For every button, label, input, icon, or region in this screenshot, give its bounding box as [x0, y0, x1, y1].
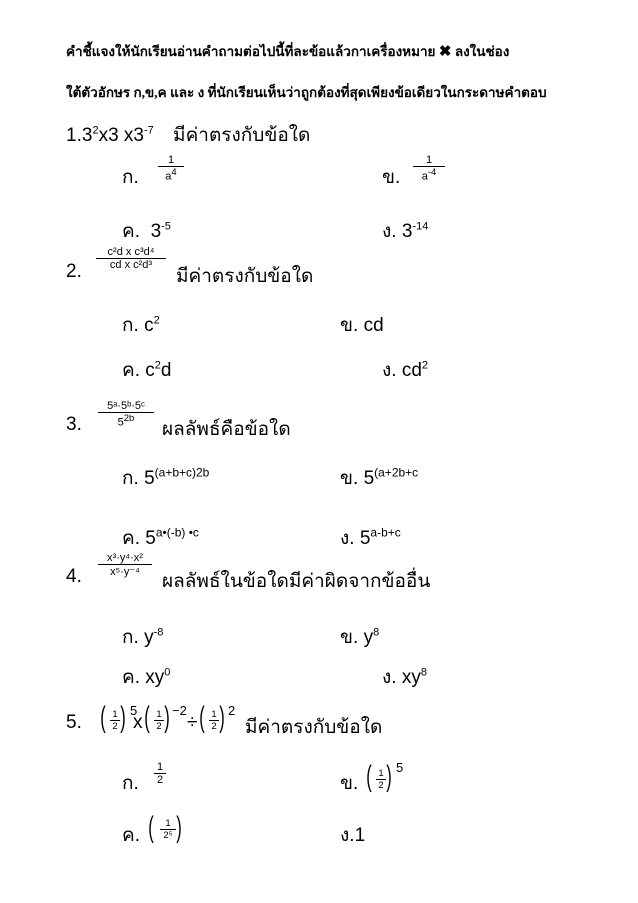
- q1-option-a-label[interactable]: ก.: [122, 167, 139, 188]
- right-paren: ): [164, 701, 170, 734]
- question-2-number: 2.: [66, 261, 82, 282]
- option-base: c: [144, 315, 154, 336]
- q3-option-b[interactable]: [340, 463, 418, 493]
- denominator: 2: [112, 721, 118, 732]
- q1-mid: x3 x3: [98, 125, 144, 146]
- option-exp: (a+b+c)2b: [154, 465, 210, 480]
- x-mark-icon: ✖: [438, 44, 452, 60]
- option-base: 3: [401, 221, 413, 242]
- den-exp: -4: [427, 167, 437, 178]
- option-base: y: [363, 627, 374, 648]
- q2-option-c[interactable]: [122, 355, 171, 385]
- option-base: 5: [144, 468, 155, 489]
- option-label: ข.: [340, 315, 359, 336]
- denominator: 2: [156, 721, 162, 732]
- q4-option-d[interactable]: [382, 662, 427, 692]
- q5-exp1: 5: [130, 703, 138, 718]
- question-prompt: มีค่าตรงกับข้อใด: [173, 125, 311, 146]
- option-exp: -8: [153, 626, 164, 639]
- q1-option-b-label[interactable]: ข.: [382, 167, 401, 188]
- question-number: 1.: [66, 125, 82, 146]
- option-label: ก.: [122, 468, 139, 489]
- q4-option-b[interactable]: [340, 622, 379, 652]
- option-label: ค.: [122, 667, 140, 688]
- option-base: xy: [145, 667, 165, 688]
- q2-option-d[interactable]: [382, 355, 428, 385]
- numerator: 1: [167, 154, 175, 166]
- option-label: ค.: [122, 360, 140, 381]
- option-label: ง.: [382, 360, 397, 381]
- option-base: 5: [363, 468, 375, 489]
- q5-exp2: −2: [172, 703, 187, 718]
- numerator: 1: [425, 154, 433, 166]
- den-base: 5: [117, 416, 124, 429]
- question-3-number: 3.: [66, 414, 82, 435]
- option-label: ง.: [382, 667, 397, 688]
- option-exp: a•(-b) •c: [155, 525, 199, 540]
- option-base: cd: [401, 360, 422, 381]
- option-label: ค.: [122, 528, 140, 549]
- q5-half-1: [110, 709, 120, 732]
- instruction-line-2: ใต้ตัวอักษร ก,ข,ค และ ง ที่นักเรียนเห็นว่าถูกต้องที่สุดเพียงข้อเดียวในกระดาษคำตอบ: [66, 85, 547, 100]
- numerator: 1: [156, 709, 162, 720]
- question-3-fraction: [98, 400, 154, 429]
- q5-op2: ÷: [187, 712, 198, 733]
- q3-option-d[interactable]: [340, 523, 401, 553]
- question-4-number: 4.: [66, 566, 82, 587]
- numerator: x³·y⁴·x²: [107, 552, 143, 564]
- question-prompt: มีค่าตรงกับข้อใด: [176, 266, 314, 287]
- den-base: a: [165, 170, 172, 183]
- option-label: ข.: [340, 627, 359, 648]
- denominator: 2⁵: [163, 830, 173, 841]
- option-text: cd: [363, 315, 384, 336]
- q1-exp1: 2: [92, 124, 99, 137]
- option-exp: 2: [154, 359, 161, 372]
- option-exp: a-b+c: [370, 525, 401, 540]
- numerator: 1: [112, 709, 118, 720]
- q1-option-d[interactable]: [382, 216, 428, 246]
- q1-option-c[interactable]: [122, 216, 171, 246]
- q5-half-3: [209, 709, 219, 732]
- option-exp: (a+2b+c: [374, 465, 419, 480]
- denominator: cd x c²d³: [109, 259, 153, 271]
- denominator: [158, 167, 184, 183]
- option-label: ค.: [122, 221, 140, 242]
- option-exp: -14: [412, 220, 429, 233]
- q5-op1: x: [133, 712, 143, 733]
- left-paren: (: [144, 701, 150, 734]
- q1-base: 3: [81, 125, 93, 146]
- denominator: 2: [211, 721, 217, 732]
- option-base: xy: [401, 667, 421, 688]
- option-base: c: [145, 360, 155, 381]
- option-exp: 0: [164, 666, 171, 679]
- den-exp: 2b: [123, 413, 135, 424]
- q5-option-b-fraction: [376, 768, 386, 791]
- q1-option-b-fraction: [413, 154, 445, 183]
- q3-option-a[interactable]: [122, 463, 209, 493]
- q5-option-b-label[interactable]: ข.: [340, 773, 359, 794]
- right-paren: ): [386, 760, 392, 793]
- right-paren: ): [176, 811, 182, 844]
- q4-option-c[interactable]: [122, 662, 170, 692]
- option-exp: -5: [161, 220, 171, 233]
- option-exp: 8: [420, 666, 427, 679]
- option-tail: d: [160, 360, 172, 381]
- q3-option-c[interactable]: [122, 523, 199, 553]
- q1-option-a-fraction: [158, 154, 184, 183]
- question-4-fraction: [98, 552, 152, 578]
- q5-option-d[interactable]: [340, 820, 365, 850]
- numerator: c²d x c³d⁴: [107, 246, 155, 258]
- q5-option-c-fraction: [160, 818, 176, 841]
- option-label: ก.: [122, 627, 139, 648]
- right-paren: ): [120, 701, 126, 734]
- option-exp: 2: [421, 359, 429, 372]
- denominator: [98, 413, 154, 429]
- q5-option-c-label[interactable]: ค.: [122, 825, 140, 846]
- q5-half-2: [154, 709, 164, 732]
- option-label: ง.: [382, 221, 397, 242]
- question-prompt: ผลลัพธ์ในข้อใดมีค่าผิดจากข้ออื่น: [162, 571, 431, 592]
- denominator: 2: [378, 780, 384, 791]
- right-paren: ): [219, 701, 225, 734]
- numerator: 1: [378, 768, 384, 779]
- option-label: ง.: [340, 528, 355, 549]
- option-base: 5: [359, 528, 371, 549]
- instruction-text: คำชี้แจงให้นักเรียนอ่านคำถามต่อไปนี้ที่ละข้อแล้วกาเครื่องหมาย: [66, 44, 436, 59]
- question-1: [66, 120, 310, 150]
- denominator: 2: [156, 774, 164, 786]
- option-label: ข.: [340, 468, 359, 489]
- numerator: 1: [211, 709, 217, 720]
- question-2-fraction: [96, 246, 166, 271]
- q1-exp2: -7: [143, 124, 154, 137]
- option-base: 3: [150, 221, 162, 242]
- option-text: 1: [354, 825, 366, 846]
- numerator: 5ᵃ·5ᵇ·5ᶜ: [107, 400, 145, 412]
- denominator: x⁵·y⁻⁴: [110, 566, 140, 578]
- denominator: [413, 167, 445, 183]
- den-base: a: [421, 170, 428, 183]
- option-exp: 2: [153, 314, 160, 327]
- question-5-number: 5.: [66, 712, 82, 733]
- option-exp: 8: [373, 626, 380, 639]
- left-paren: (: [100, 701, 106, 734]
- den-exp: 4: [171, 167, 177, 178]
- numerator: 1: [165, 818, 171, 829]
- option-label: ง.: [340, 825, 355, 846]
- left-paren: (: [148, 811, 154, 844]
- numerator: 1: [156, 761, 164, 773]
- q5-option-a-label[interactable]: ก.: [122, 773, 139, 794]
- option-label: ก.: [122, 315, 139, 336]
- option-base: 5: [145, 528, 156, 549]
- option-base: y: [144, 627, 154, 648]
- q2-option-a[interactable]: [122, 310, 160, 340]
- q5-exp3: 2: [228, 703, 236, 718]
- question-prompt: มีค่าตรงกับข้อใด: [245, 717, 383, 738]
- q4-option-a[interactable]: [122, 622, 163, 652]
- q5-option-a-fraction: [154, 761, 166, 786]
- q5-option-b-exp: 5: [396, 760, 404, 775]
- question-prompt: ผลลัพธ์คือข้อใด: [162, 419, 291, 440]
- q2-option-b[interactable]: [340, 310, 384, 340]
- left-paren: (: [199, 701, 205, 734]
- left-paren: (: [366, 760, 372, 793]
- instruction-line-1: [66, 40, 509, 62]
- instruction-text-end: ลงในช่อง: [454, 44, 510, 59]
